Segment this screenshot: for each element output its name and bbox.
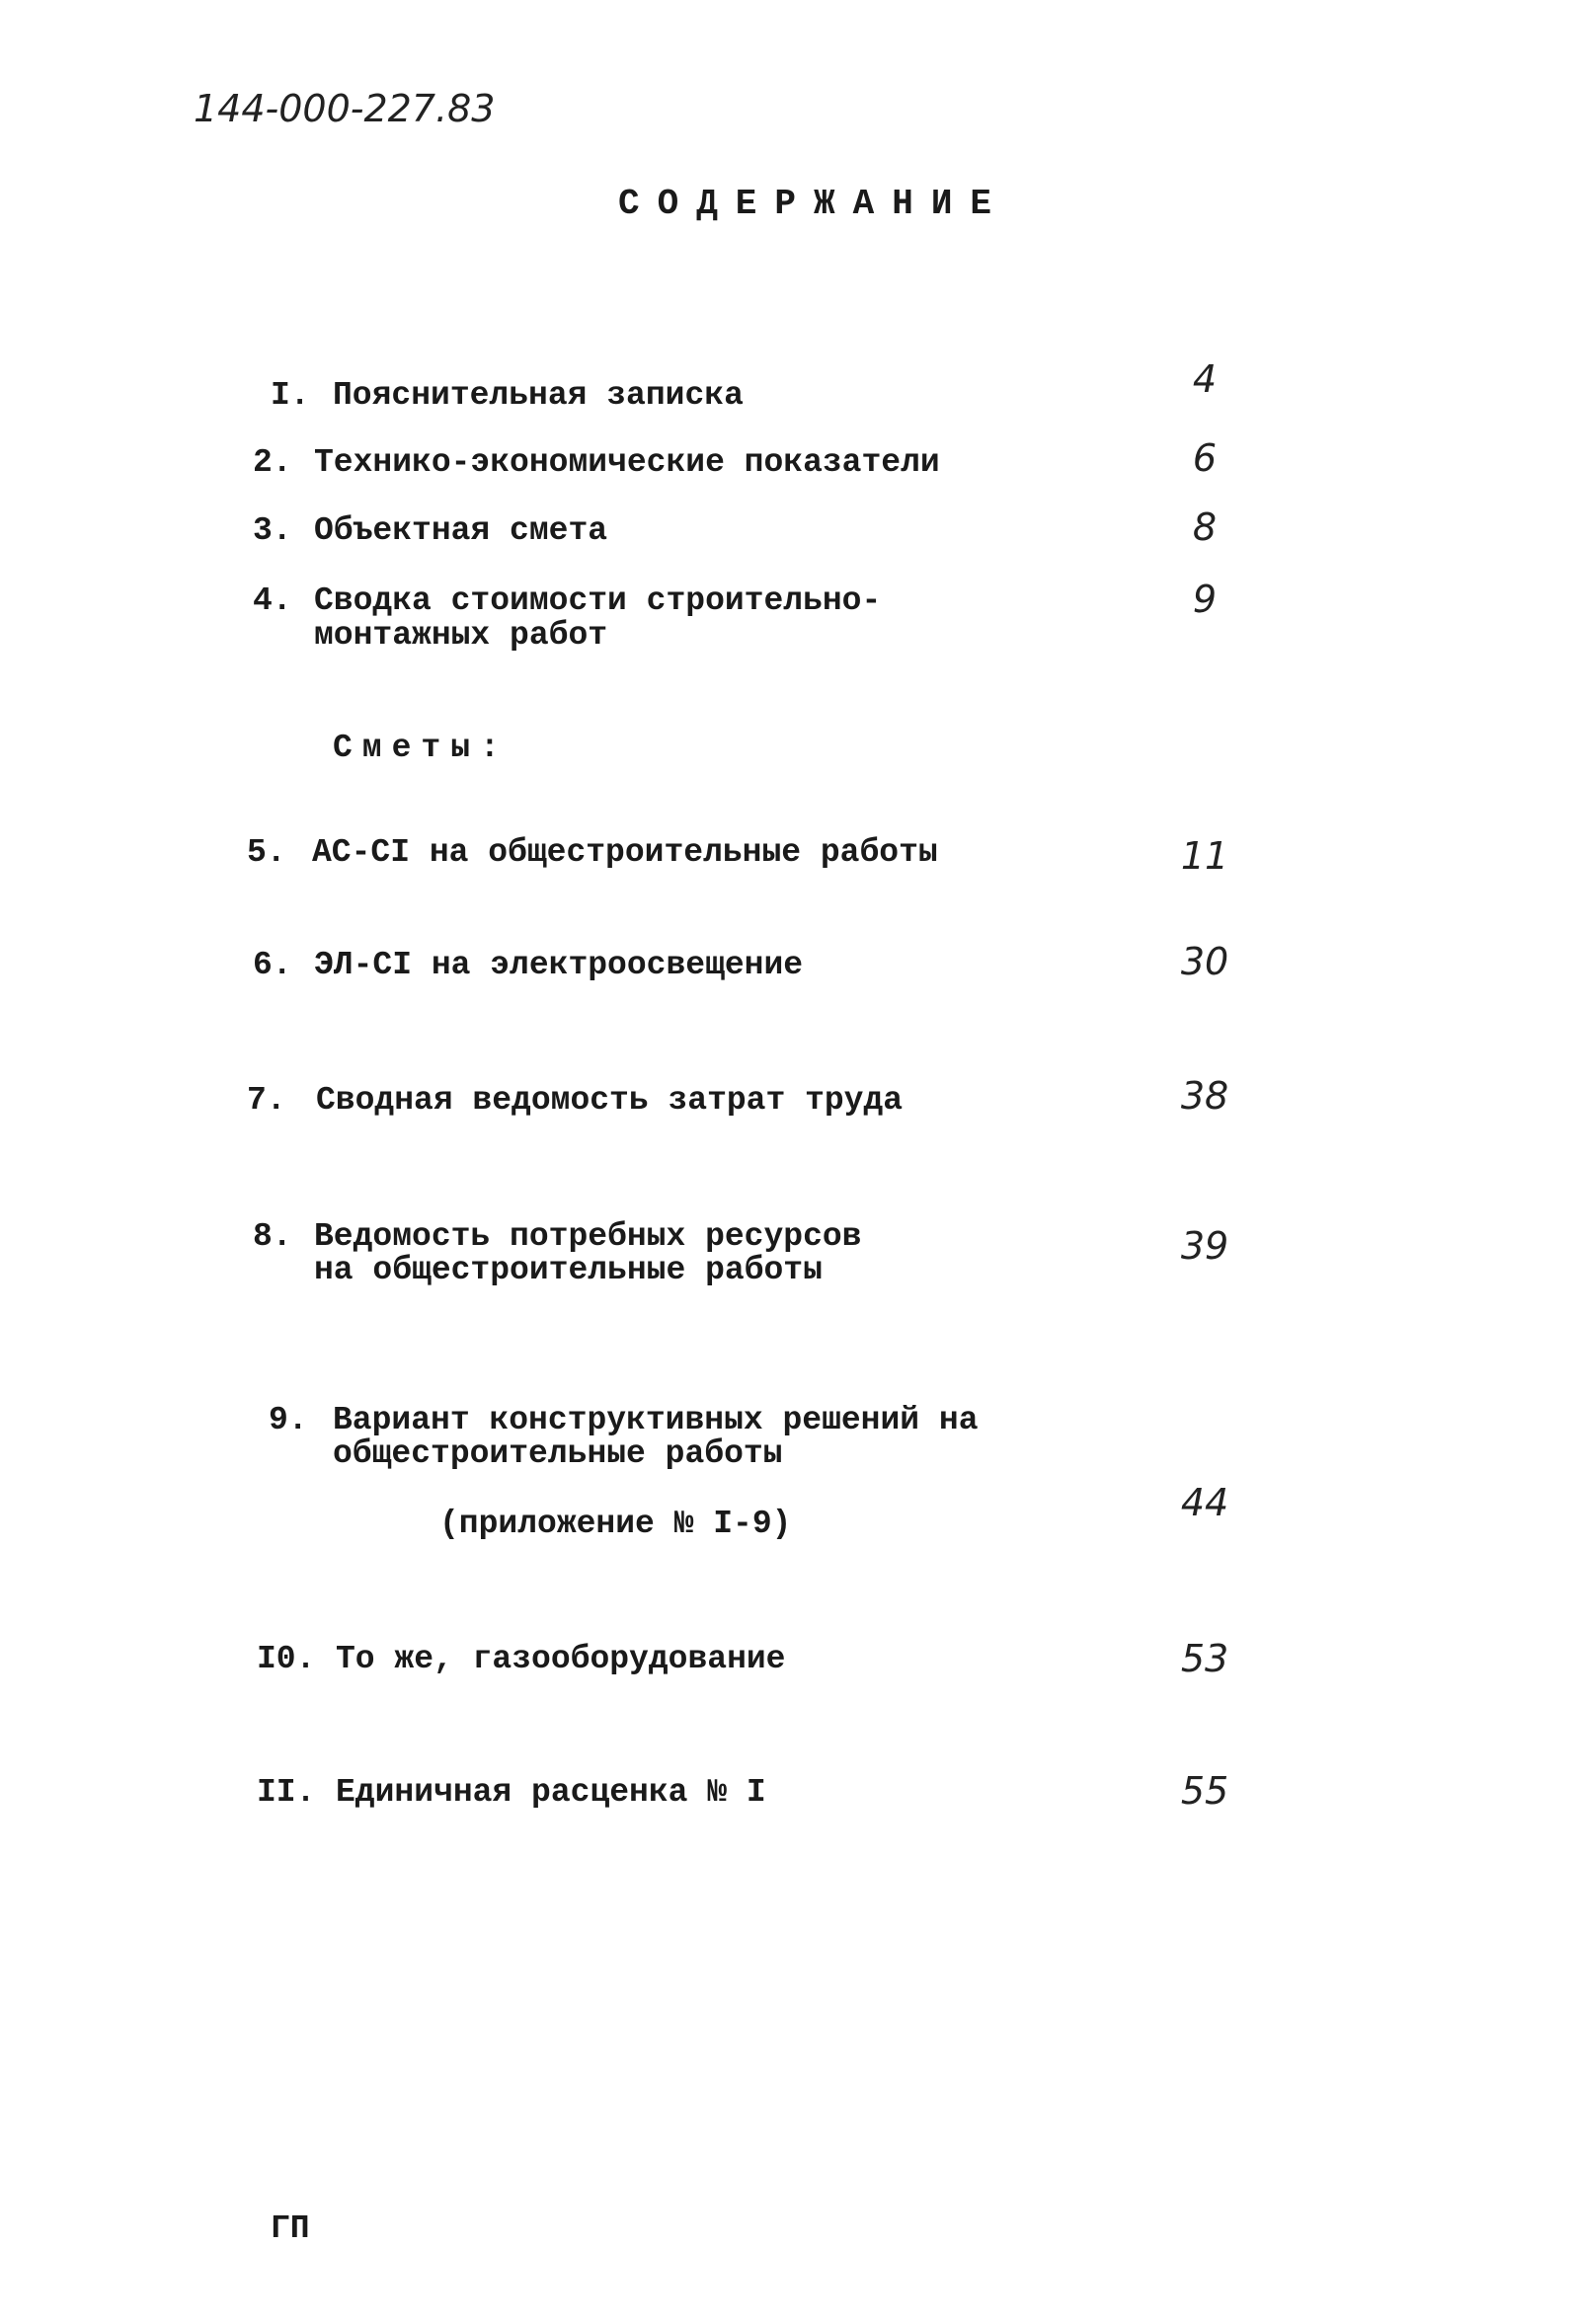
item-page: 44	[1180, 1481, 1229, 1524]
item-number: I0.	[257, 1641, 316, 1677]
item-number: 8.	[253, 1218, 292, 1255]
item-page: 9	[1192, 578, 1218, 621]
item-label: То же, газооборудование	[336, 1641, 786, 1677]
item-number: 6.	[253, 947, 292, 983]
item-label: Сводная ведомость затрат труда	[316, 1082, 904, 1119]
item-number: 3.	[253, 512, 292, 549]
item-page: 39	[1180, 1224, 1229, 1268]
item-label: общестроительные работы	[333, 1435, 783, 1472]
item-page: 4	[1192, 357, 1218, 401]
item-label: на общестроительные работы	[314, 1252, 823, 1288]
item-number: 7.	[247, 1082, 286, 1119]
section-heading: Сметы:	[333, 730, 510, 766]
item-number: 2.	[253, 444, 292, 481]
item-page: 53	[1180, 1637, 1229, 1680]
item-number: II.	[257, 1774, 316, 1811]
item-page: 8	[1192, 505, 1218, 549]
item-label: АС-СI на общестроительные работы	[312, 834, 938, 871]
item-number: I.	[271, 377, 310, 414]
item-label: Единичная расценка № I	[336, 1774, 766, 1811]
item-number: 4.	[253, 582, 292, 619]
item-page: 38	[1180, 1074, 1229, 1118]
item-label: ЭЛ-СI на электроосвещение	[314, 947, 804, 983]
item-label: (приложение № I-9)	[439, 1506, 792, 1542]
page-title: СОДЕРЖАНИЕ	[618, 184, 1010, 224]
footer-mark: ГП	[271, 2210, 310, 2247]
item-page: 55	[1180, 1769, 1229, 1813]
item-number: 9.	[269, 1402, 308, 1438]
item-label: Объектная смета	[314, 512, 608, 549]
item-label: Сводка стоимости строительно-	[314, 582, 882, 619]
item-page: 30	[1180, 940, 1229, 983]
item-label: монтажных работ	[314, 617, 608, 654]
item-number: 5.	[247, 834, 286, 871]
item-label: Вариант конструктивных решений на	[333, 1402, 979, 1438]
document-code: 144-000-227.83	[194, 87, 496, 130]
item-label: Ведомость потребных ресурсов	[314, 1218, 862, 1255]
item-page: 6	[1192, 436, 1218, 480]
item-label: Технико-экономические показатели	[314, 444, 940, 481]
item-page: 11	[1180, 834, 1229, 878]
item-label: Пояснительная записка	[333, 377, 744, 414]
